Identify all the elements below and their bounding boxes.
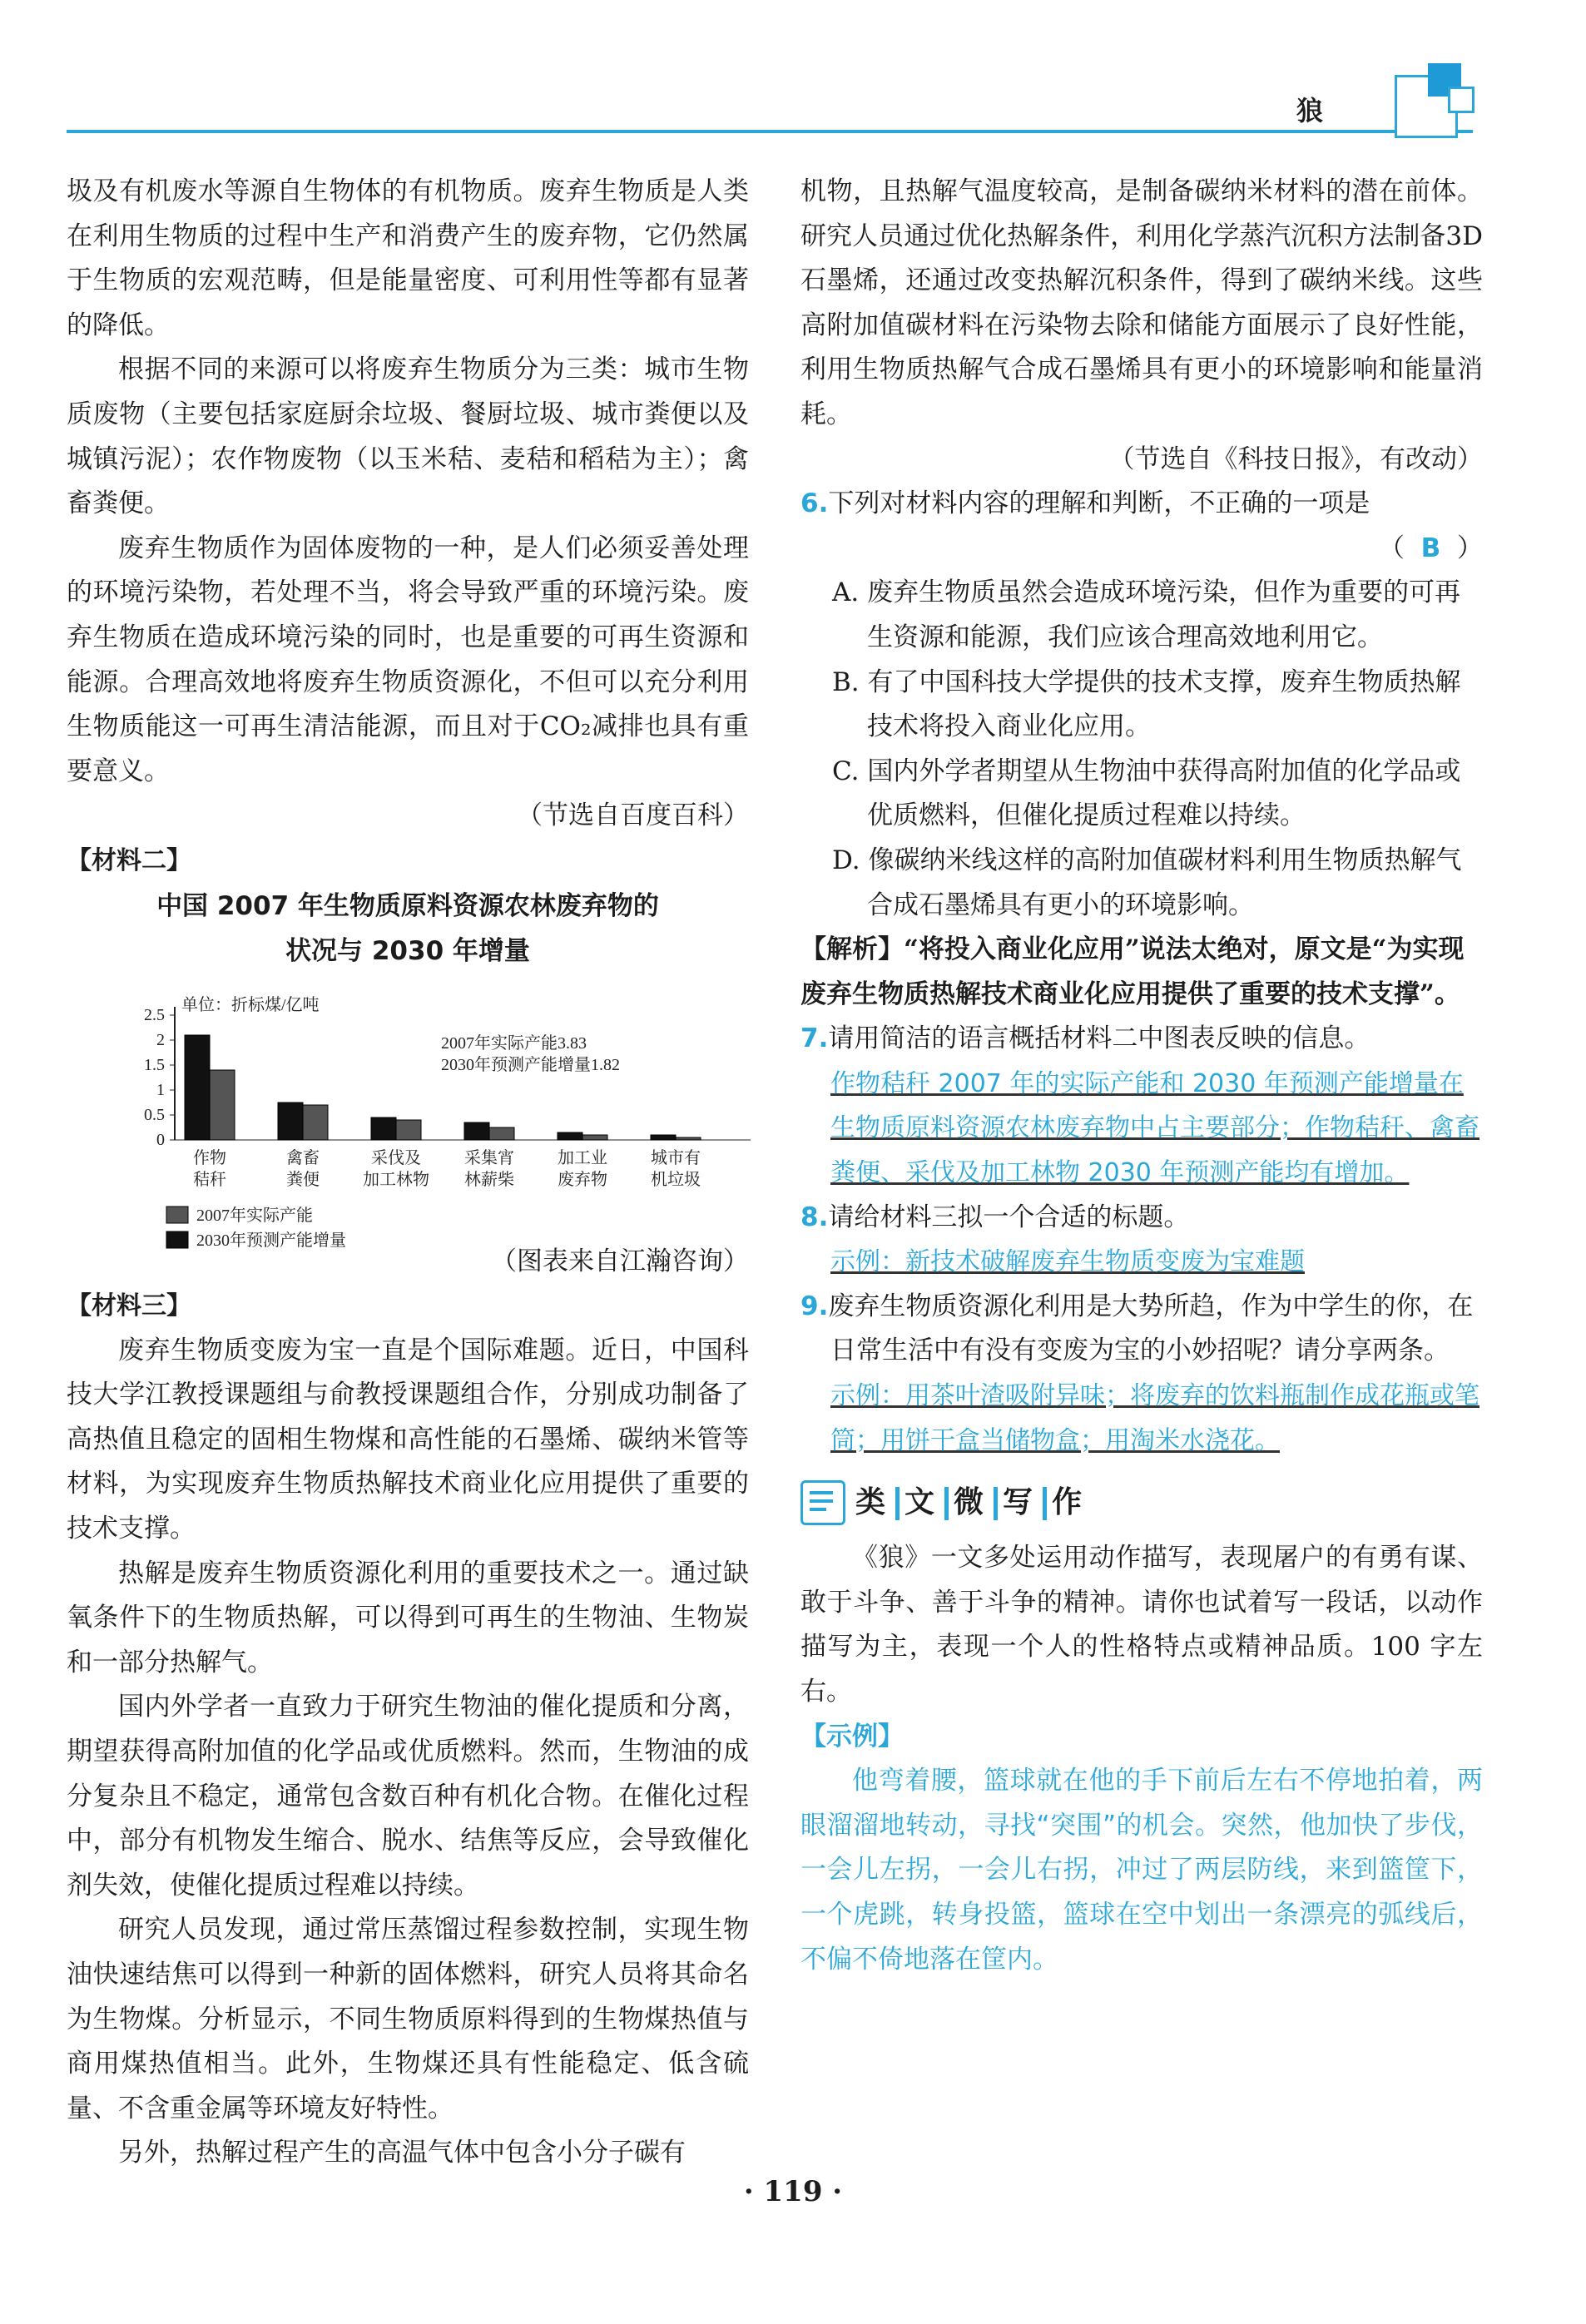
chart-title-line1: 中国 2007 年生物质原料资源农林废弃物的 bbox=[156, 890, 659, 921]
x-tick-label: 机垃圾 bbox=[651, 1170, 701, 1189]
bar bbox=[210, 1070, 235, 1140]
source-note: （节选自百度百科） bbox=[517, 800, 749, 831]
answer-bracket bbox=[800, 527, 1483, 572]
bracket-close: ） bbox=[1457, 533, 1483, 563]
section-char: 类 bbox=[855, 1485, 891, 1520]
answer-8: 示例：新技术破解废弃生物质变废为宝难题 bbox=[830, 1247, 1305, 1277]
section-char: 作 bbox=[1052, 1485, 1088, 1520]
option-b: B. 有了中国科技大学提供的技术支撑，废弃生物质热解技术将投入商业化应用。 bbox=[832, 666, 1461, 742]
x-tick-label: 采集宵 bbox=[464, 1148, 514, 1167]
question-number: 7. bbox=[800, 1023, 829, 1054]
chart-svg bbox=[67, 974, 749, 1250]
y-tick-label: 2.5 bbox=[144, 1005, 165, 1024]
bar bbox=[278, 1103, 303, 1140]
question-text: 请给材料三拟一个合适的标题。 bbox=[828, 1202, 1190, 1232]
option-d: D. 像碳纳米线这样的高附加值碳材料利用生物质热解气合成石墨烯具有更小的环境影响。 bbox=[832, 845, 1462, 920]
question-6 bbox=[800, 482, 1483, 527]
analysis-text: “将投入商业化应用”说法太绝对，原文是“为实现废弃生物质热解技术商业化应用提供了重要的技术支撑”。 bbox=[800, 934, 1465, 1009]
right-column bbox=[800, 170, 1483, 1982]
answer-9: 示例：用茶叶渣吸附异味；将废弃的饮料瓶制作成花瓶或笔筒；用饼干盒当储物盒；用淘米水浇花。 bbox=[830, 1381, 1479, 1455]
chart-title-line2: 状况与 2030 年增量 bbox=[285, 935, 530, 966]
y-tick-label: 0 bbox=[156, 1130, 165, 1149]
chart-source: （图表来自江瀚咨询） bbox=[491, 1246, 749, 1276]
y-tick-label: 1.5 bbox=[144, 1055, 165, 1074]
x-tick-label: 加工业 bbox=[558, 1148, 607, 1167]
question-7 bbox=[800, 1017, 1483, 1062]
bar bbox=[489, 1127, 514, 1140]
section-char: 微 bbox=[954, 1485, 989, 1520]
question-text: 下列对材料内容的理解和判断，不正确的一项是 bbox=[828, 488, 1370, 519]
source-note: （节选自《科技日报》，有改动） bbox=[1108, 443, 1483, 474]
bar-chart bbox=[67, 974, 749, 1250]
section-title bbox=[855, 1480, 1087, 1525]
paragraph: 废弃生物质变废为宝一直是个国际难题。近日，中国科技大学江教授课题组与俞教授课题组合作，分别成功制备了高热值且稳定的固相生物煤和高性能的石墨烯、碳纳米管等材料，为实现废弃生物质热解技术商业化应用提供了重要的技术支撑。 bbox=[67, 1335, 749, 1544]
bar bbox=[676, 1137, 701, 1140]
annotation: 2030年预测产能增量1.82 bbox=[441, 1055, 620, 1074]
question-9 bbox=[800, 1285, 1483, 1374]
bracket-open: （ bbox=[1378, 533, 1405, 563]
section-char: 文 bbox=[905, 1485, 940, 1520]
paragraph: 热解是废弃生物质资源化利用的重要技术之一。通过缺氧条件下的生物质热解，可以得到可再生的生物油、生物炭和一部分热解气。 bbox=[67, 1558, 749, 1677]
y-tick-label: 0.5 bbox=[144, 1105, 165, 1124]
bar bbox=[303, 1105, 328, 1140]
annotation: 2007年实际产能3.83 bbox=[441, 1033, 587, 1053]
bar bbox=[371, 1117, 396, 1140]
x-tick-label: 废弃物 bbox=[558, 1170, 607, 1189]
header-rule bbox=[67, 130, 1473, 133]
y-tick-label: 2 bbox=[156, 1030, 165, 1049]
x-tick-label: 林薪柴 bbox=[464, 1170, 514, 1189]
bar bbox=[185, 1035, 210, 1140]
paragraph: 机物，且热解气温度较高，是制备碳纳米材料的潜在前体。研究人员通过优化热解条件，利用化学蒸汽沉积方法制备3D石墨烯，还通过改变热解沉积条件，得到了碳纳米线。这些高附加值碳材料在污染物去除和储能方面展示了良好性能，利用生物质热解气合成石墨烯具有更小的环境影响和能量消耗。 bbox=[800, 176, 1483, 429]
paragraph: 根据不同的来源可以将废弃生物质分为三类：城市生物质废物（主要包括家庭厨余垃圾、餐厨垃圾、城市粪便以及城镇污泥）；农作物废物（以玉米秸、麦秸和稻秸为主）；禽畜粪便。 bbox=[67, 354, 749, 519]
paragraph: 圾及有机废水等源自生物体的有机物质。废弃生物质是人类在利用生物质的过程中生产和消费产生的废弃物，它仍然属于生物质的宏观范畴，但是能量密度、可利用性等都有显著的降低。 bbox=[67, 176, 749, 340]
x-tick-label: 采伐及 bbox=[371, 1148, 421, 1167]
answer-letter: B bbox=[1420, 533, 1441, 563]
page-number: · 119 · bbox=[743, 2175, 843, 2208]
material-3-label: 【材料三】 bbox=[67, 1291, 191, 1321]
x-tick-label: 秸秆 bbox=[193, 1170, 226, 1189]
answer-7: 作物秸秆 2007 年的实际产能和 2030 年预测产能增量在生物质原料资源农林废弃物中占主要部分；作物秸秆、禽畜粪便、采伐及加工林物 2030 年预测产能均有增加。 bbox=[830, 1068, 1479, 1188]
question-number: 8. bbox=[800, 1202, 829, 1232]
legend-label: 2007年实际产能 bbox=[196, 1206, 313, 1225]
analysis-label: 【解析】 bbox=[800, 934, 904, 965]
question-text: 请用简洁的语言概括材料二中图表反映的信息。 bbox=[828, 1023, 1370, 1054]
paragraph: 另外，热解过程产生的高温气体中包含小分子碳有 bbox=[118, 2138, 686, 2168]
bar bbox=[464, 1122, 489, 1140]
legend-swatch bbox=[166, 1207, 188, 1223]
left-column bbox=[67, 170, 749, 2176]
unit-label: 单位：折标煤/亿吨 bbox=[181, 995, 320, 1014]
paragraph: 废弃生物质作为固体废物的一种，是人们必须妥善处理的环境污染物，若处理不当，将会导致严重的环境污染。废弃生物质在造成环境污染的同时，也是重要的可再生资源和能源。合理高效地将废弃生物质资源化，不但可以充分利用生物质能这一可再生清洁能源，而且对于CO₂减排也具有重要意义。 bbox=[67, 533, 749, 786]
example-text: 他弯着腰，篮球就在他的手下前后左右不停地拍着，两眼溜溜地转动，寻找“突围”的机会。突然，他加快了步伐，一会儿左拐，一会儿右拐，冲过了两层防线，来到篮筐下，一个虎跳，转身投篮，篮球在空中划出一条漂亮的弧线后，不偏不倚地落在筐内。 bbox=[800, 1766, 1483, 1975]
question-number: 9. bbox=[800, 1291, 829, 1321]
paragraph: 国内外学者一直致力于研究生物油的催化提质和分离，期望获得高附加值的化学品或优质燃料。然而，生物油的成分复杂且不稳定，通常包含数百种有机化合物。在催化过程中，部分有机物发生缩合、脱水、结焦等反应，会导致催化剂失效，使催化提质过程难以持续。 bbox=[67, 1692, 749, 1900]
y-tick-label: 1 bbox=[156, 1080, 165, 1099]
question-text: 废弃生物质资源化利用是大势所趋，作为中学生的你，在日常生活中有没有变废为宝的小妙招呢？请分享两条。 bbox=[828, 1291, 1474, 1366]
writing-task: 《狼》一文多处运用动作描写，表现屠户的有勇有谋、敢于斗争、善于斗争的精神。请你也试着写一段话，以动作描写为主，表现一个人的性格特点或精神品质。100 字左右。 bbox=[800, 1543, 1483, 1707]
header-decoration-small bbox=[1448, 87, 1474, 113]
section-heading bbox=[800, 1469, 1483, 1536]
material-2-label: 【材料二】 bbox=[67, 845, 191, 875]
example-label: 【示例】 bbox=[800, 1721, 904, 1752]
bar bbox=[558, 1132, 582, 1140]
legend-swatch bbox=[166, 1231, 188, 1248]
section-char: 写 bbox=[1003, 1485, 1038, 1520]
bar bbox=[396, 1120, 421, 1140]
question-number: 6. bbox=[800, 488, 829, 519]
paragraph: 研究人员发现，通过常压蒸馏过程参数控制，实现生物油快速结焦可以得到一种新的固体燃料，研究人员将其命名为生物煤。分析显示，不同生物质原料得到的生物煤热值与商用煤热值相当。此外，生物煤还具有性能稳定、低含硫量、不含重金属等环境友好特性。 bbox=[67, 1915, 749, 2123]
legend-label: 2030年预测产能增量 bbox=[196, 1231, 346, 1250]
option-c: C. 国内外学者期望从生物油中获得高附加值的化学品或优质燃料，但催化提质过程难以持续。 bbox=[832, 756, 1461, 831]
x-tick-label: 作物 bbox=[193, 1148, 226, 1167]
question-8 bbox=[800, 1196, 1483, 1241]
header-title: 狼 bbox=[1296, 95, 1324, 126]
x-tick-label: 城市有 bbox=[651, 1148, 701, 1167]
x-tick-label: 加工林物 bbox=[363, 1170, 429, 1189]
option-a: A. 废弃生物质虽然会造成环境污染，但作为重要的可再生资源和能源，我们应该合理高效地利用它。 bbox=[832, 577, 1461, 652]
x-tick-label: 粪便 bbox=[286, 1170, 320, 1189]
bar bbox=[582, 1135, 607, 1140]
x-tick-label: 禽畜 bbox=[286, 1148, 320, 1167]
bar bbox=[651, 1135, 676, 1140]
analysis bbox=[800, 928, 1483, 1017]
notepad-icon bbox=[800, 1480, 845, 1525]
